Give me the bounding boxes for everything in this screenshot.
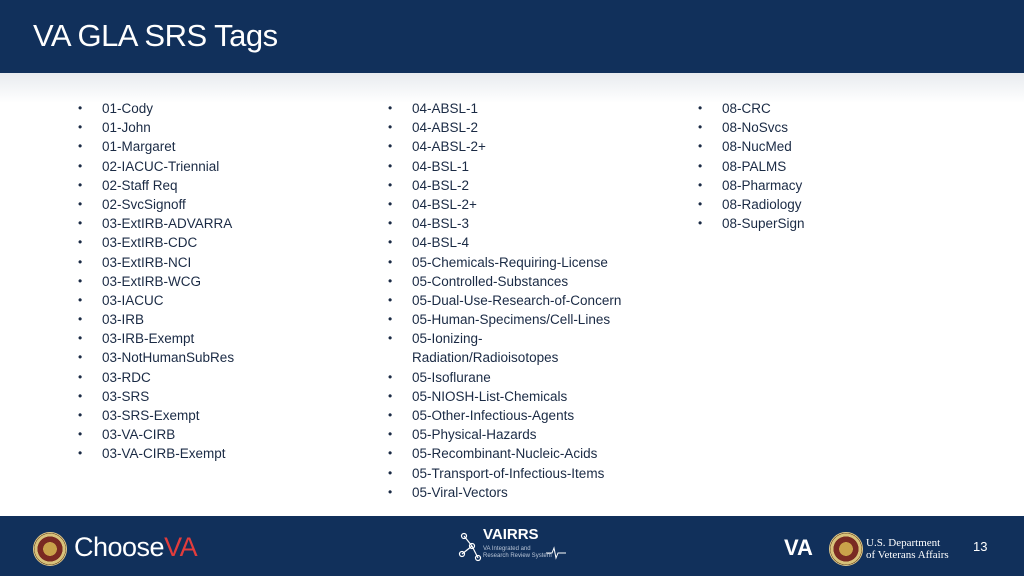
list-item: • 03-RDC [78,368,234,387]
department-line-1: U.S. Department [866,537,941,549]
list-item: • 05-NIOSH-List-Chemicals [388,387,621,406]
slide-title: VA GLA SRS Tags [33,18,278,53]
list-item: • 03-ExtIRB-WCG [78,272,234,291]
title-bar [0,0,1024,73]
list-item: • 05-Chemicals-Requiring-License [388,253,621,272]
list-item: • 03-NotHumanSubRes [78,348,234,367]
list-item: • 04-BSL-4 [388,233,621,252]
list-item: • 03-VA-CIRB-Exempt [78,444,234,463]
list-item: • 04-ABSL-2+ [388,137,621,156]
department-name [866,537,949,561]
list-item: • 05-Controlled-Substances [388,272,621,291]
va-seal-icon [829,532,863,566]
choose-logo-text: Choose [74,532,165,562]
list-item: • 04-BSL-2 [388,176,621,195]
list-item: • 08-NoSvcs [698,118,805,137]
list-item: • 04-ABSL-1 [388,99,621,118]
choose-va-logo [74,532,197,563]
vairrs-name: VAIRRS [483,526,539,543]
list-item: • 04-ABSL-2 [388,118,621,137]
list-item: • 03-ExtIRB-ADVARRA [78,214,234,233]
list-item: • 03-ExtIRB-NCI [78,253,234,272]
vairrs-logo [458,526,568,570]
list-item: • 08-SuperSign [698,214,805,233]
list-item: • 05-Recombinant-Nucleic-Acids [388,444,621,463]
vairrs-subtitle: VA Integrated and Research Review System [483,546,552,559]
list-item: • 08-PALMS [698,157,805,176]
list-item: • 05-Ionizing-Radiation/Radioisotopes [388,329,562,367]
list-item: • 03-SRS-Exempt [78,406,234,425]
list-item: • 05-Other-Infectious-Agents [388,406,621,425]
list-item: • 02-SvcSignoff [78,195,234,214]
page-number: 13 [973,539,988,554]
list-item: • 08-NucMed [698,137,805,156]
va-seal-icon [33,532,67,566]
list-item: • 03-IACUC [78,291,234,310]
list-item: • 08-CRC [698,99,805,118]
tag-list-column-1 [78,99,234,464]
list-item: • 05-Human-Specimens/Cell-Lines [388,310,621,329]
list-item: • 02-IACUC-Triennial [78,157,234,176]
list-item: • 03-ExtIRB-CDC [78,233,234,252]
list-item: • 05-Dual-Use-Research-of-Concern [388,291,621,310]
list-item: • 03-VA-CIRB [78,425,234,444]
list-item: • 03-IRB [78,310,234,329]
list-item: • 02-Staff Req [78,176,234,195]
department-line-2: of Veterans Affairs [866,549,949,561]
vairrs-molecule-icon [458,530,482,566]
list-item: • 05-Isoflurane [388,368,621,387]
list-item: • 05-Physical-Hazards [388,425,621,444]
choose-logo-va: VA [164,532,198,562]
list-item: • 05-Viral-Vectors [388,483,621,502]
list-item: • 01-Margaret [78,137,234,156]
list-item: • 01-John [78,118,234,137]
va-wordmark: VA [784,535,813,560]
list-item: • 03-SRS [78,387,234,406]
list-item: • 08-Pharmacy [698,176,805,195]
tag-list-column-2 [388,99,621,502]
list-item: • 04-BSL-3 [388,214,621,233]
list-item: • 05-Transport-of-Infectious-Items [388,464,621,483]
list-item: • 04-BSL-1 [388,157,621,176]
pulse-line-icon [546,546,566,560]
list-item: • 01-Cody [78,99,234,118]
list-item: • 08-Radiology [698,195,805,214]
list-item: • 03-IRB-Exempt [78,329,234,348]
list-item: • 04-BSL-2+ [388,195,621,214]
tag-list-column-3 [698,99,805,233]
